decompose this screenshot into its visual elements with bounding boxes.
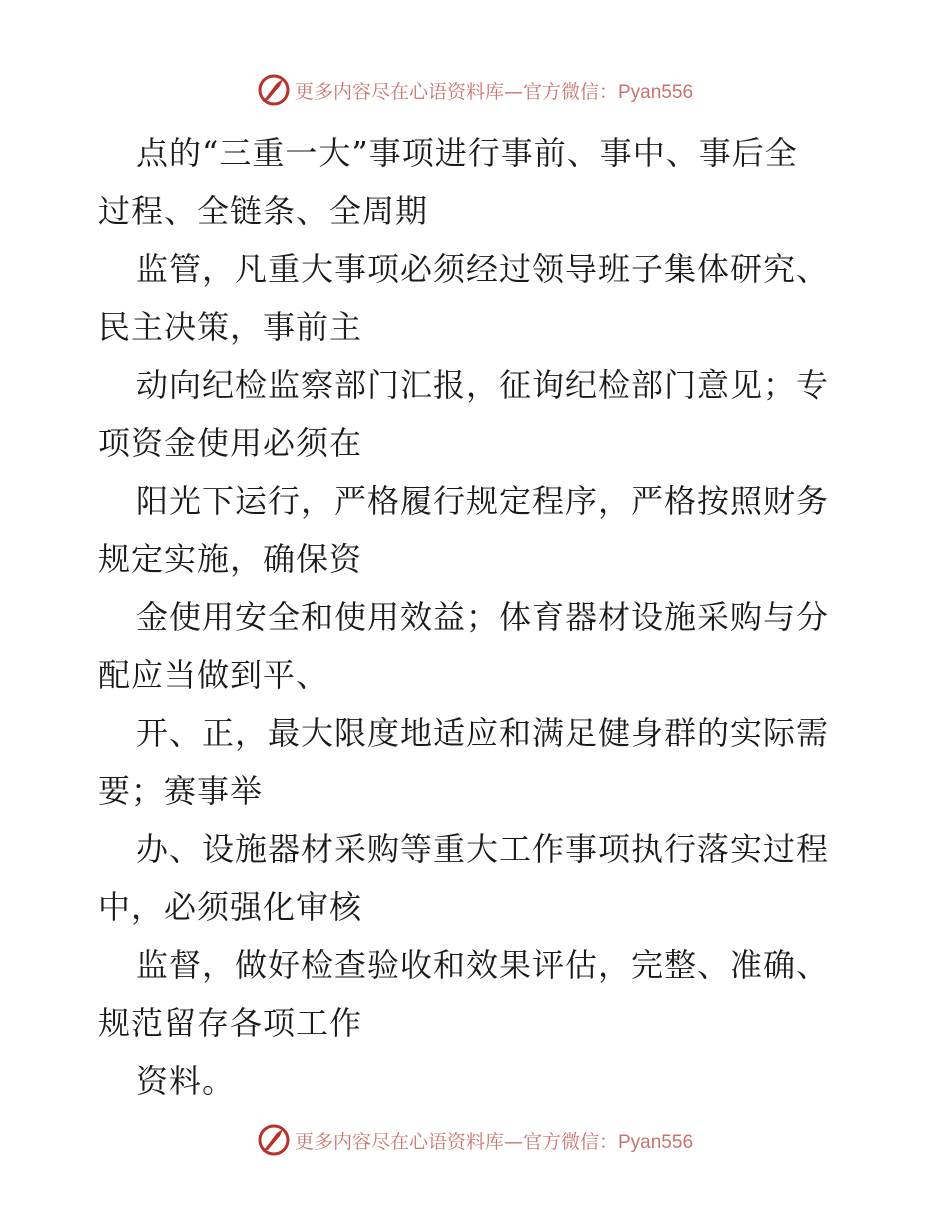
text-line-4: 民主决策，事前主: [98, 308, 363, 346]
header-banner: [0, 70, 950, 110]
text-line-9: 金使用安全和使用效益；体育器材设施采购与分: [136, 598, 830, 636]
text-line-2: 过程、全链条、全周期: [98, 192, 429, 230]
document-body: [98, 124, 858, 1110]
text-line-12: 要；赛事举: [98, 772, 264, 810]
text-line-10: 配应当做到平、: [98, 656, 330, 694]
quill-pen-logo-icon: [257, 1123, 291, 1157]
text-line-8: 规定实施，确保资: [98, 540, 363, 578]
banner-text: 更多内容尽在心语资料库—官方微信：Pyan556: [294, 80, 694, 103]
text-line-15: 监督，做好检查验收和效果评估，完整、准确、: [136, 946, 830, 984]
text-line-16: 规范留存各项工作: [98, 1004, 363, 1042]
text-line-14: 中，必须强化审核: [98, 888, 363, 926]
text-line-5: 动向纪检监察部门汇报，征询纪检部门意见；专: [136, 366, 830, 404]
banner-text: 更多内容尽在心语资料库—官方微信：Pyan556: [294, 1130, 694, 1153]
text-line-6: 项资金使用必须在: [98, 424, 363, 462]
quill-pen-logo-icon: [257, 73, 291, 107]
text-line-1: 点的“三重一大”事项进行事前、事中、事后全: [136, 134, 798, 172]
text-line-13: 办、设施器材采购等重大工作事项执行落实过程: [136, 830, 830, 868]
text-line-17: 资料。: [136, 1062, 236, 1100]
footer-banner: [0, 1120, 950, 1160]
text-line-7: 阳光下运行，严格履行规定程序，严格按照财务: [136, 482, 830, 520]
text-line-11: 开、正，最大限度地适应和满足健身群的实际需: [136, 714, 830, 752]
text-line-3: 监管，凡重大事项必须经过领导班子集体研究、: [136, 250, 830, 288]
